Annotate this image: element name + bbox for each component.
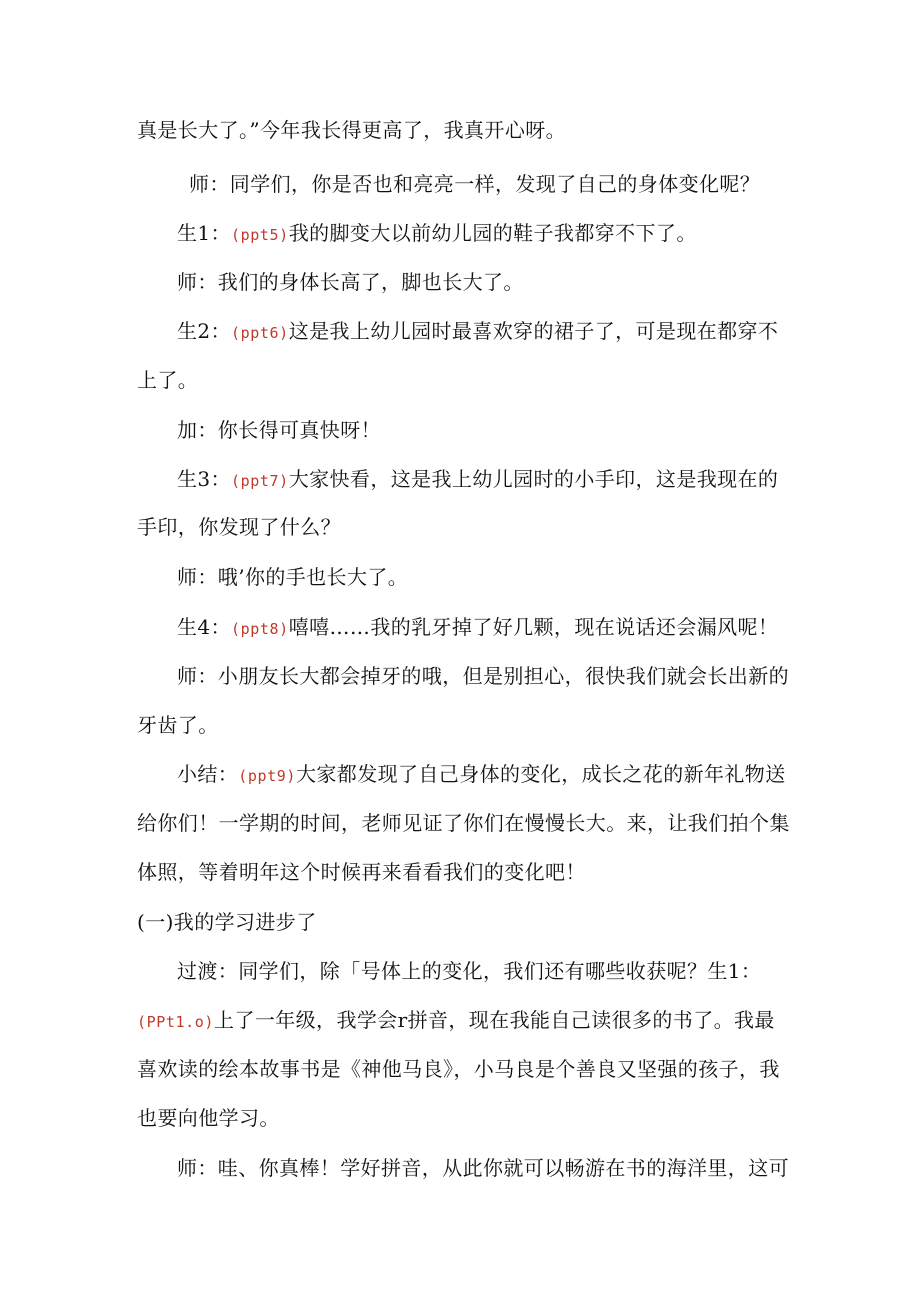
- text-line: 生3：(ppt7)大家快看，这是我上幼儿园时的小手印，这是我现在的: [177, 467, 779, 491]
- text-line: 体照，等着明年这个时候再来看看我们的变化吧！: [137, 860, 586, 884]
- text-line: 给你们！一学期的时间，老师见证了你们在慢慢长大。来，让我们拍个集: [137, 811, 790, 835]
- speaker-label: 生3：: [177, 467, 231, 491]
- text-line: 牙齿了。: [137, 713, 219, 737]
- text-line: 生4：(ppt8)嘻嘻……我的乳牙掉了好几颗，现在说话还会漏风呢！: [177, 615, 779, 639]
- text-line: 师：同学们，你是否也和亮亮一样，发现了自己的身体变化呢？: [189, 172, 761, 196]
- text-line: 也要向他学习。: [137, 1106, 280, 1130]
- text-line: 加：你长得可真快呀！: [177, 418, 381, 442]
- speaker-label: 生4：: [177, 615, 231, 639]
- speaker-label: 生2：: [177, 319, 231, 343]
- text-line: 师：我们的身体长高了，脚也长大了。: [177, 270, 524, 294]
- text-line: 小结：(ppt9)大家都发现了自己身体的变化，成长之花的新年礼物送: [177, 762, 786, 786]
- text-line: 真是长大了。”今年我长得更高了，我真开心呀。: [137, 118, 567, 142]
- text-line: 师：小朋友长大都会掉牙的哦，但是别担心，很快我们就会长出新的: [177, 664, 789, 688]
- text-line: 师：哦’你的手也长大了。: [177, 565, 409, 589]
- text-line: (PPt1.o)上了一年级，我学会r拼音，现在我能自己读很多的书了。我最: [137, 1008, 775, 1032]
- ppt-reference: (PPt1.o): [137, 1013, 215, 1031]
- text-line: 生1：(ppt5)我的脚变大以前幼儿园的鞋子我都穿不下了。: [177, 221, 697, 245]
- text-line: 上了。: [137, 368, 199, 392]
- ppt-reference: (ppt6): [230, 324, 289, 342]
- ppt-reference: (ppt5): [230, 226, 289, 244]
- text-line: 喜欢读的绘本故事书是《神他马良》，小马良是个善良又坚强的孩子，我: [137, 1057, 780, 1081]
- speaker-label: 小结：: [177, 762, 239, 786]
- ppt-reference: (ppt8): [230, 620, 289, 638]
- speaker-label: 生1：: [177, 221, 231, 245]
- ppt-reference: (ppt9): [238, 767, 296, 785]
- text-line: 生2：(ppt6)这是我上幼儿园时最喜欢穿的裙子了，可是现在都穿不: [177, 319, 779, 343]
- text-line: 过渡：同学们，除「号体上的变化，我们还有哪些收获呢？生1：: [177, 959, 762, 983]
- section-heading: (一)我的学习进步了: [137, 910, 317, 934]
- text-line: 手印，你发现了什么？: [137, 515, 341, 539]
- text-line: 师：哇、你真棒！学好拼音，从此你就可以畅游在书的海洋里，这可: [177, 1156, 789, 1180]
- ppt-reference: (ppt7): [230, 472, 289, 490]
